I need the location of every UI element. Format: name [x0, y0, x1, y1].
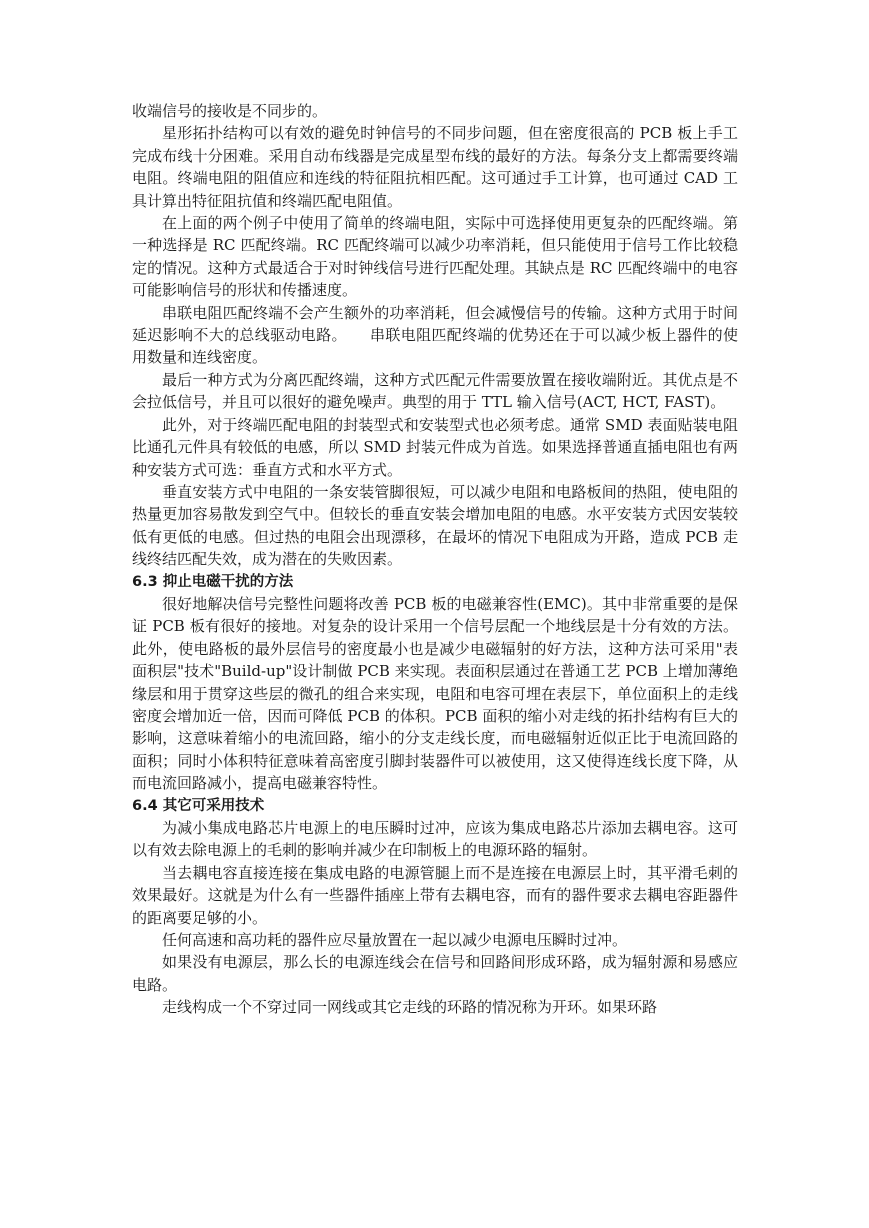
paragraph: 收端信号的接收是不同步的。	[132, 102, 328, 120]
paragraph: 为减小集成电路芯片电源上的电压瞬时过冲，应该为集成电路芯片添加去耦电容。这可以有效去除电源上的毛刺的影响并减少在印制板上的电源环路的辐射。	[132, 819, 738, 860]
paragraph: 最后一种方式为分离匹配终端，这种方式匹配元件需要放置在接收端附近。其优点是不会拉低信号，并且可以很好的避免噪声。典型的用于 TTL 输入信号(ACT, HCT, FAST)。	[132, 370, 738, 412]
paragraph: 任何高速和高功耗的器件应尽量放置在一起以减少电源电压瞬时过冲。	[162, 931, 628, 950]
paragraph: 如果没有电源层，那么长的电源连线会在信号和回路间形成环路，成为辐射源和易感应电路。	[132, 953, 738, 994]
paragraph: 串联电阻匹配终端不会产生额外的功率消耗，但会减慢信号的传输。这种方式用于时间延迟影响不大的总线驱动电路。 串联电阻匹配终端的优势还在于可以减少板上器件的使用数量和连线密度。	[132, 303, 738, 367]
paragraph: 星形拓扑结构可以有效的避免时钟信号的不同步问题，但在密度很高的 PCB 板上手工完成布线十分困难。采用自动布线器是完成星型布线的最好的方法。每条分支上都需要终端电阻。终端电阻的阻值应和连线的特征阻抗相匹配。这可通过手工计算，也可通过 CAD 工具计算出特征阻抗值和终端匹配电阻值。	[132, 124, 738, 210]
paragraph: 很好地解决信号完整性问题将改善 PCB 板的电磁兼容性(EMC)。其中非常重要的是保证 PCB 板有很好的接地。对复杂的设计采用一个信号层配一个地线层是十分有效的方法。此外，使电路板的最外层信号的密度最小也是减少电磁辐射的好方法，这种方法可采用"表面积层"技术"Build-up"设计制做 PCB 来实现。表面积层通过在普通工艺 PCB 上增加薄绝缘层和用于贯穿这些层的微孔的组合来实现，电阻和电容可埋在表层下，单位面积上的走线密度会增加近一倍，因而可降低 PCB 的体积。PCB 面积的缩小对走线的拓扑结构有巨大的影响，这意味着缩小的电流回路，缩小的分支走线长度，而电磁辐射近似正比于电流回路的面积；同时小体积特征意味着高密度引脚封装器件可以被使用，这又使得连线长度下降，从而电流回路减小，提高电磁兼容特性。	[132, 594, 738, 793]
paragraph: 垂直安装方式中电阻的一条安装管脚很短，可以减少电阻和电路板间的热阻，使电阻的热量更加容易散发到空气中。但较长的垂直安装会增加电阻的电感。水平安装方式因安装较低有更低的电感。但过热的电阻会出现漂移，在最坏的情况下电阻成为开路，造成 PCB 走线终结匹配失效，成为潜在的失败因素。	[132, 482, 738, 569]
paragraph: 当去耦电容直接连接在集成电路的电源管腿上而不是连接在电源层上时，其平滑毛刺的效果最好。这就是为什么有一些器件插座上带有去耦电容，而有的器件要求去耦电容距器件的距离要足够的小。	[132, 863, 738, 927]
document-page	[132, 100, 738, 1019]
paragraph: 此外，对于终端匹配电阻的封装型式和安装型式也必须考虑。通常 SMD 表面贴装电阻比通孔元件具有较低的电感，所以 SMD 封装元件成为首选。如果选择普通直插电阻也有两种安装方式可选：垂直方式和水平方式。	[132, 415, 738, 479]
section-heading-6-3: 6.3 抑止电磁干扰的方法	[132, 573, 294, 590]
paragraph: 走线构成一个不穿过同一网线或其它走线的环路的情况称为开环。如果环路	[162, 998, 658, 1017]
section-heading-6-4: 6.4 其它可采用技术	[132, 797, 265, 814]
paragraph: 在上面的两个例子中使用了简单的终端电阻，实际中可选择使用更复杂的匹配终端。第一种选择是 RC 匹配终端。RC 匹配终端可以减少功率消耗，但只能使用于信号工作比较稳定的情况。这种方式最适合于对时钟线信号进行匹配处理。其缺点是 RC 匹配终端中的电容可能影响信号的形状和传播速度。	[132, 214, 738, 300]
